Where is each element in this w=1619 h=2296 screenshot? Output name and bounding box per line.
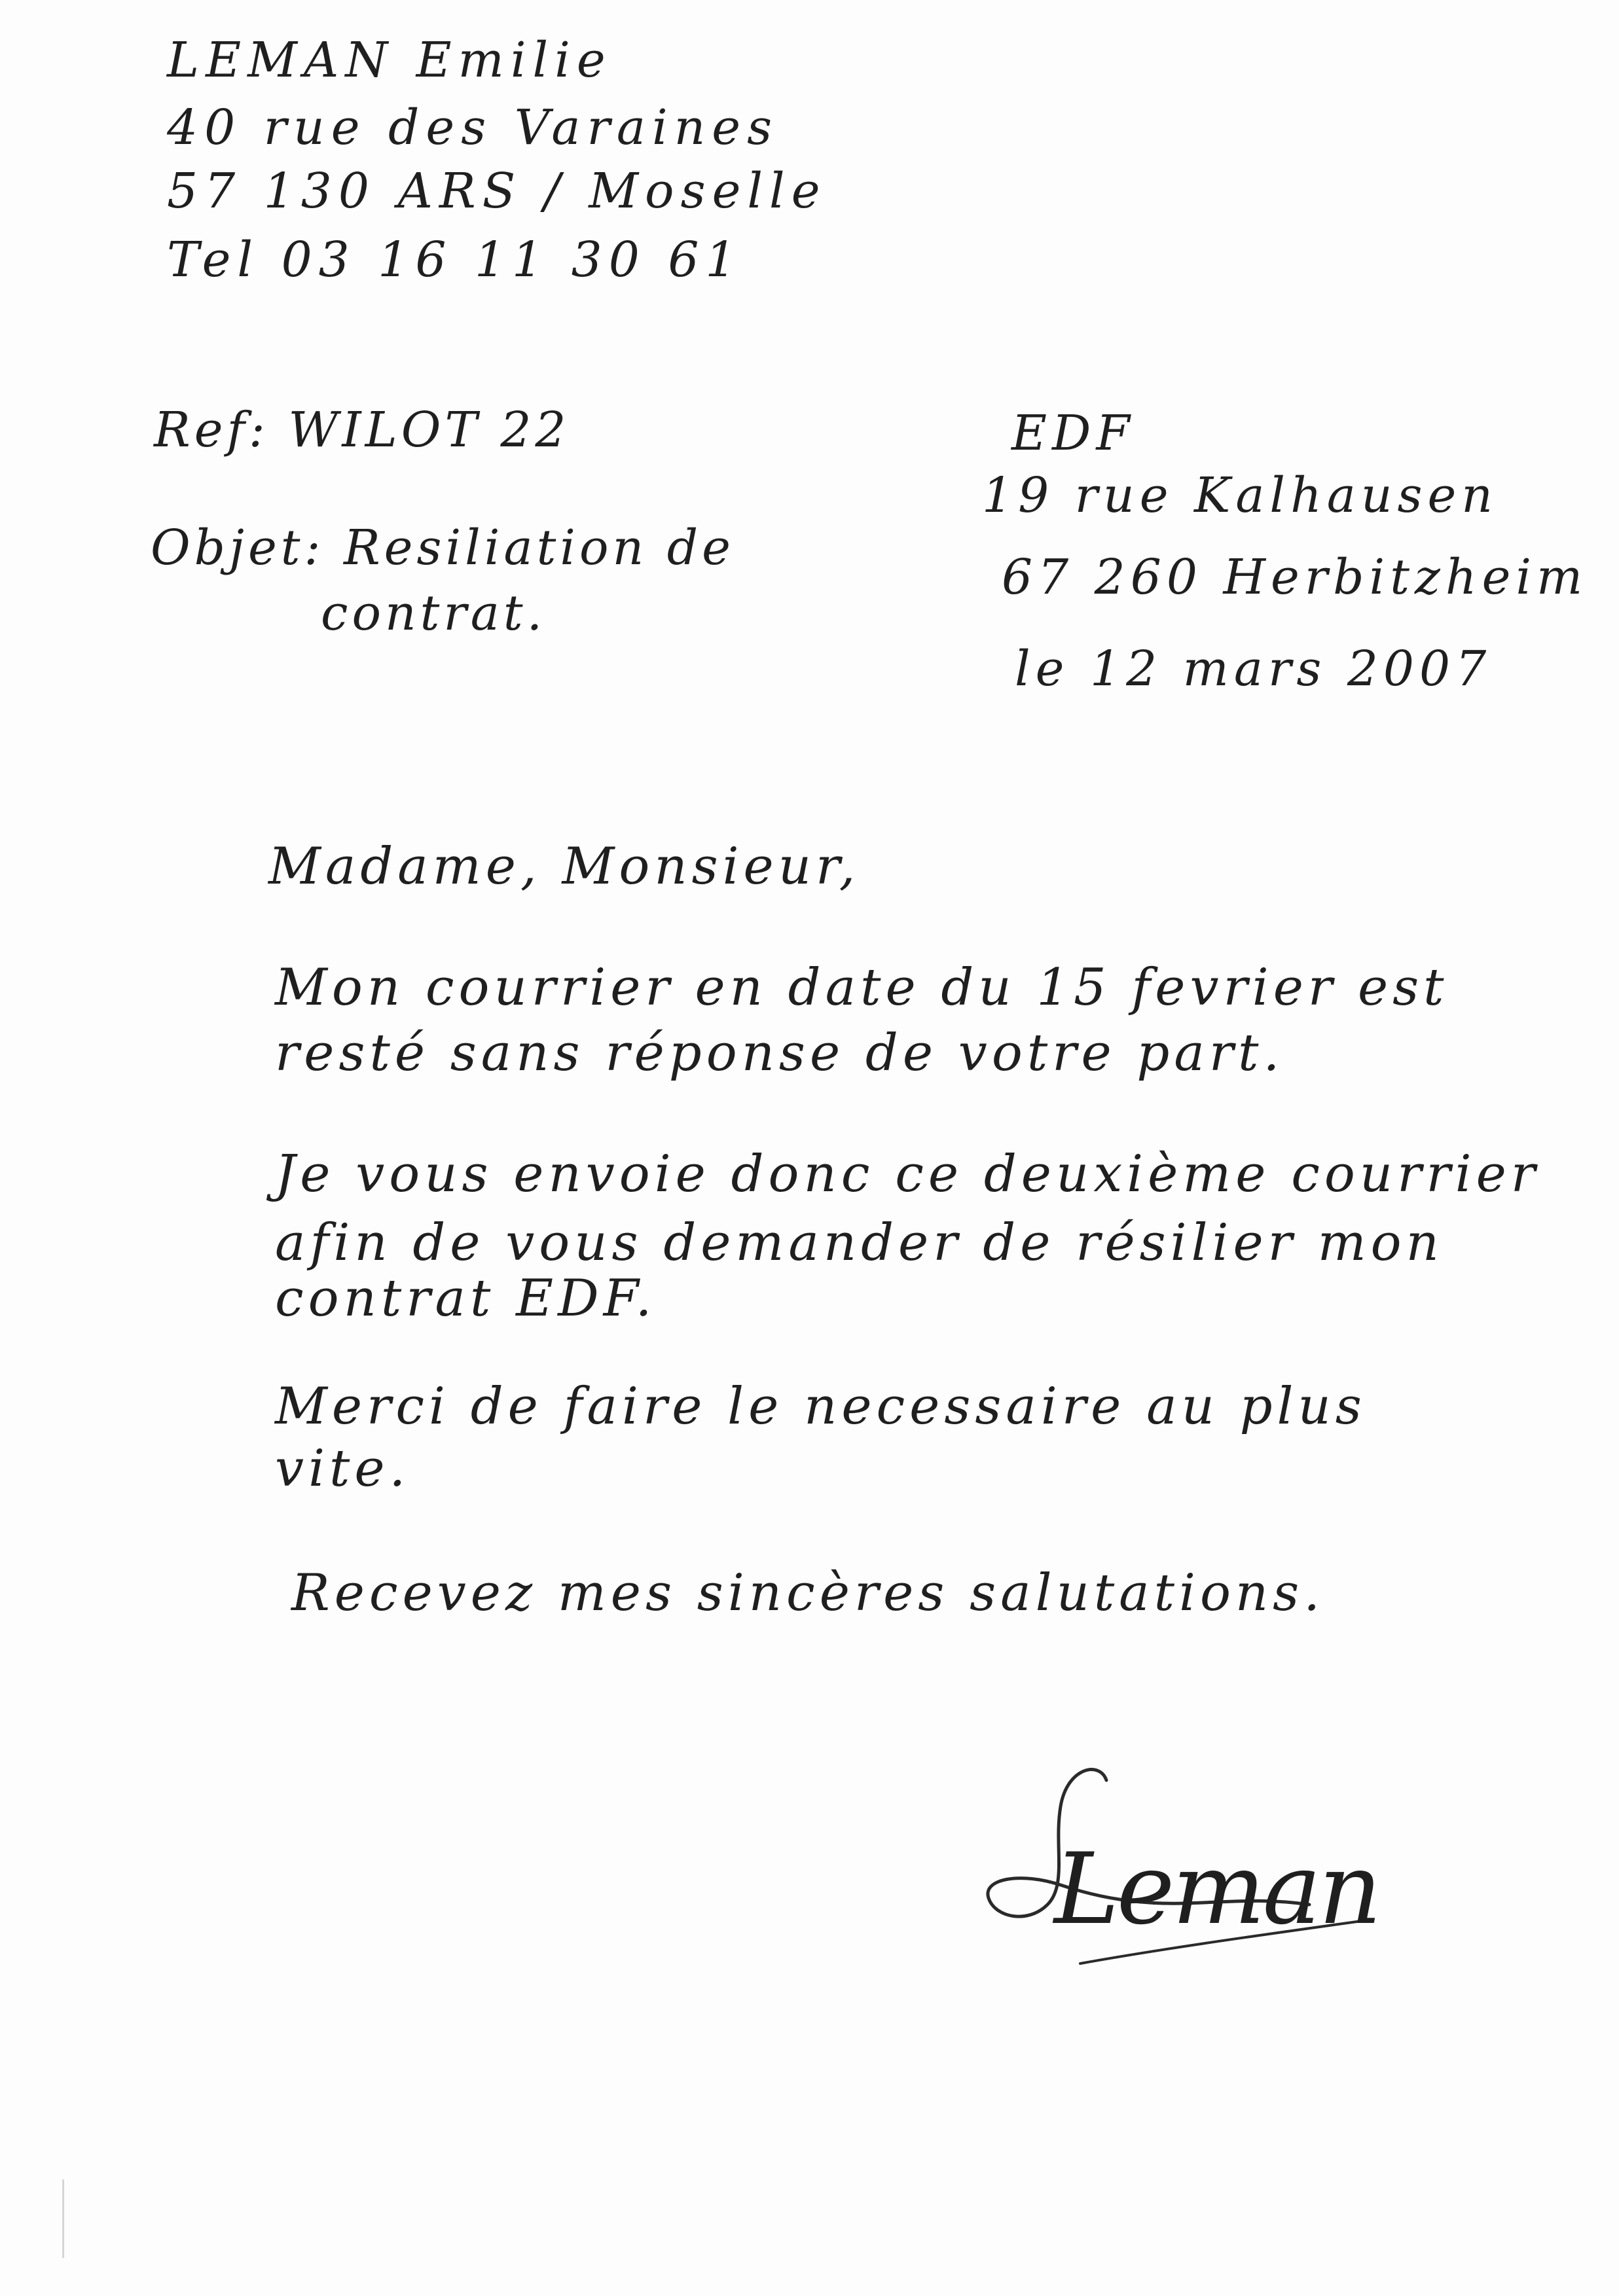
paragraph-3-line-1: Merci de faire le necessaire au plus xyxy=(275,1377,1366,1436)
salutation: Madame, Monsieur, xyxy=(268,837,860,896)
recipient-street: 19 rue Kalhausen xyxy=(982,467,1498,524)
recipient-name: EDF xyxy=(1011,405,1135,461)
signature-text: Leman xyxy=(1054,1833,1379,1946)
reference: Ref: WILOT 22 xyxy=(154,402,570,458)
paragraph-1-line-1: Mon courrier en date du 15 fevrier est xyxy=(275,958,1449,1017)
sender-city: 57 130 ARS / Moselle xyxy=(167,163,827,219)
paragraph-2-line-3: contrat EDF. xyxy=(275,1269,657,1328)
recipient-city: 67 260 Herbitzheim xyxy=(1002,549,1588,605)
sender-street: 40 rue des Varaines xyxy=(167,99,779,156)
paragraph-2-line-2: afin de vous demander de résilier mon xyxy=(275,1213,1444,1272)
sender-name: LEMAN Emilie xyxy=(167,32,612,88)
paragraph-3-line-2: vite. xyxy=(275,1439,410,1498)
scan-artifact xyxy=(62,2179,64,2258)
letter-date: le 12 mars 2007 xyxy=(1015,641,1492,697)
subject-line-2: contrat. xyxy=(321,585,547,641)
closing-line: Recevez mes sincères salutations. xyxy=(291,1564,1324,1623)
sender-phone: Tel 03 16 11 30 61 xyxy=(167,232,743,288)
handwritten-signature xyxy=(969,1754,1379,1977)
paragraph-1-line-2: resté sans réponse de votre part. xyxy=(275,1024,1284,1083)
subject-line-1: Objet: Resiliation de xyxy=(151,520,735,576)
paragraph-2-line-1: Je vous envoie donc ce deuxième courrier xyxy=(275,1145,1540,1204)
